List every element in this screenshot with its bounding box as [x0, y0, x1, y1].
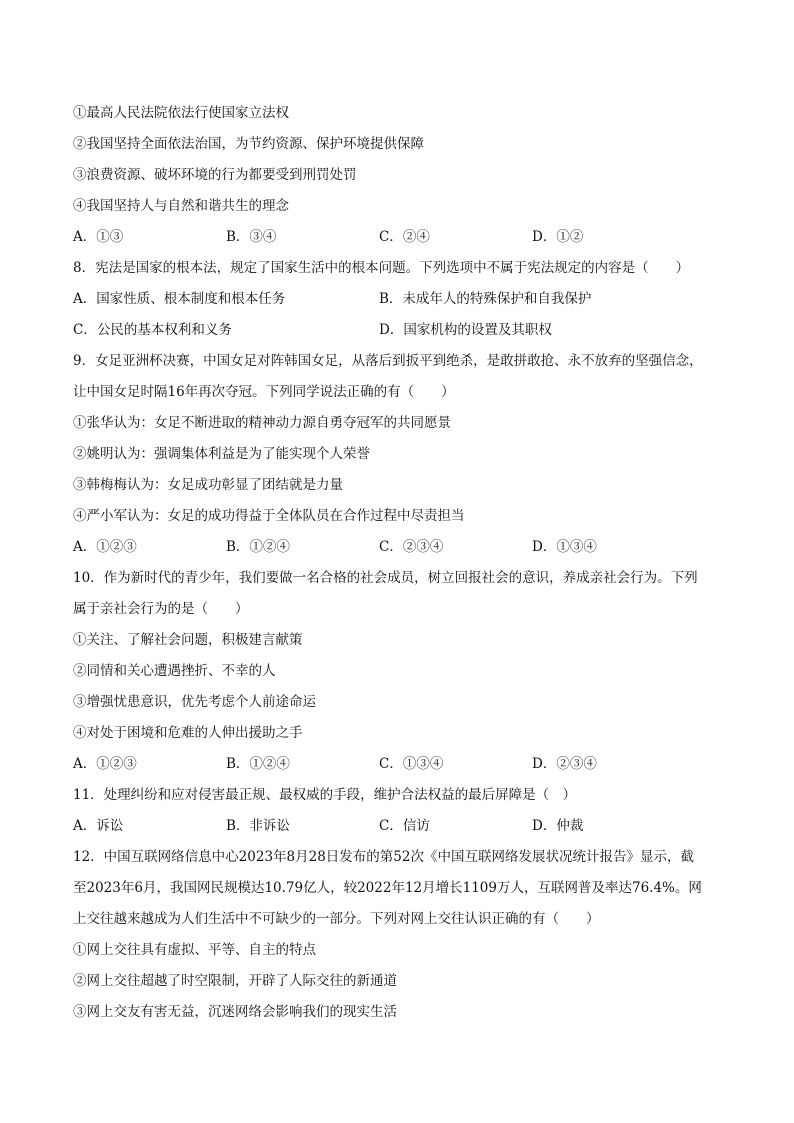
q12-item-3: ③网上交友有害无益，沉迷网络会影响我们的现实生活: [73, 1004, 397, 1020]
q11-option-b: B．非诉讼: [226, 818, 290, 834]
q9-option-d: D．①③④: [532, 539, 597, 555]
q11-stem: 11．处理纠纷和应对侵害最正规、最权威的手段，维护合法权益的最后屏障是（ ）: [73, 787, 577, 803]
q9-option-a: A．①②③: [73, 539, 137, 555]
q9-option-c: C．②③④: [379, 539, 444, 555]
q11-option-a: A．诉讼: [73, 818, 124, 834]
q8-option-b: B．未成年人的特殊保护和自我保护: [379, 291, 592, 307]
q10-stem-line-1: 10．作为新时代的青少年，我们要做一名合格的社会成员，树立回报社会的意识，养成亲社会行为。下列: [73, 570, 698, 586]
q10-option-b: B．①②④: [226, 756, 290, 772]
q7-option-d: D．①②: [532, 229, 584, 245]
q7-option-a: A．①③: [73, 229, 124, 245]
q10-item-4: ④对处于困境和危难的人伸出援助之手: [73, 725, 303, 741]
q10-item-3: ③增强忧患意识，优先考虑个人前途命运: [73, 694, 316, 710]
q12-item-1: ①网上交往具有虚拟、平等、自主的特点: [73, 942, 316, 958]
q8-option-a: A．国家性质、根本制度和根本任务: [73, 291, 286, 307]
q8-stem: 8．宪法是国家的根本法，规定了国家生活中的根本问题。下列选项中不属于宪法规定的内容是（ ）: [73, 260, 690, 276]
q10-option-d: D．②③④: [532, 756, 597, 772]
q7-item-1: ①最高人民法院依法行使国家立法权: [73, 105, 289, 121]
q10-option-a: A．①②③: [73, 756, 137, 772]
q11-option-d: D．仲裁: [532, 818, 584, 834]
q12-stem-line-2: 至2023年6月，我国网民规模达10.79亿人，较2022年12月增长1109万人，互联网普及率达76.4%。网: [73, 880, 702, 896]
q7-item-2: ②我国坚持全面依法治国，为节约资源、保护环境提供保障: [73, 136, 424, 152]
q10-item-1: ①关注、了解社会问题，积极建言献策: [73, 632, 303, 648]
q9-stem-line-1: 9．女足亚洲杯决赛，中国女足对阵韩国女足，从落后到扳平到绝杀，是敢拼敢抢、永不放弃的坚强信念，: [73, 353, 703, 369]
q7-item-3: ③浪费资源、破坏环境的行为都要受到刑罚处罚: [73, 167, 357, 183]
q12-stem-line-1: 12．中国互联网络信息中心2023年8月28日发布的第52次《中国互联网络发展状况统计报告》显示，截: [73, 849, 694, 865]
q7-option-c: C．②④: [379, 229, 430, 245]
q11-option-c: C．信访: [379, 818, 430, 834]
q9-stem-line-2: 让中国女足时隔16年再次夺冠。下列同学说法正确的有（ ）: [73, 384, 455, 400]
q7-item-4: ④我国坚持人与自然和谐共生的理念: [73, 198, 289, 214]
q8-option-d: D．国家机构的设置及其职权: [379, 322, 552, 338]
q9-item-4: ④严小军认为：女足的成功得益于全体队员在合作过程中尽责担当: [73, 508, 465, 524]
q10-stem-line-2: 属于亲社会行为的是（ ）: [73, 601, 249, 617]
q8-option-c: C．公民的基本权利和义务: [73, 322, 232, 338]
q10-item-2: ②同情和关心遭遇挫折、不幸的人: [73, 663, 276, 679]
q12-stem-line-3: 上交往越来越成为人们生活中不可缺少的一部分。下列对网上交往认识正确的有（ ）: [73, 911, 600, 927]
q9-item-2: ②姚明认为：强调集体利益是为了能实现个人荣誉: [73, 446, 370, 462]
q10-option-c: C．①③④: [379, 756, 444, 772]
q9-item-1: ①张华认为：女足不断进取的精神动力源自勇夺冠军的共同愿景: [73, 415, 451, 431]
q9-item-3: ③韩梅梅认为：女足成功彰显了团结就是力量: [73, 477, 343, 493]
q7-option-b: B．③④: [226, 229, 277, 245]
q12-item-2: ②网上交往超越了时空限制，开辟了人际交往的新通道: [73, 973, 397, 989]
q9-option-b: B．①②④: [226, 539, 290, 555]
